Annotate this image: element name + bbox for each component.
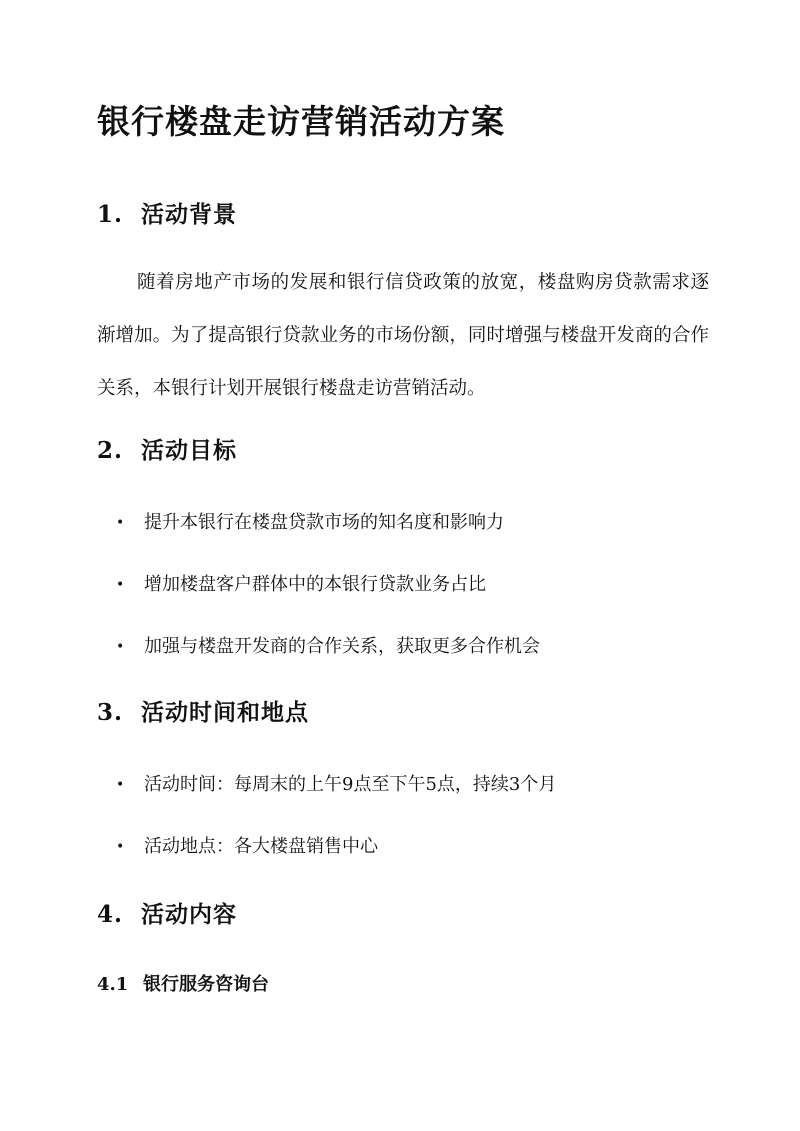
section-title: 活动目标 [141,437,237,464]
list-item [116,570,486,596]
list-item [116,508,504,534]
bullet-icon: • [116,839,125,855]
section-number: 1. [97,201,124,228]
list-item [116,832,378,858]
section-title: 活动背景 [141,201,237,228]
list-item [116,632,540,658]
list-item-text: 加强与楼盘开发商的合作关系，获取更多合作机会 [144,636,540,657]
section-title: 活动内容 [141,901,237,928]
section-paragraph-background: 随着房地产市场的发展和银行信贷政策的放宽，楼盘购房贷款需求逐渐增加。为了提高银行贷款业务的市场份额，同时增强与楼盘开发商的合作关系，本银行计划开展银行楼盘走访营销活动。 [97,272,709,399]
section-heading-4 [97,896,237,929]
list-item-text: 活动地点：各大楼盘销售中心 [144,836,378,857]
section-number: 2. [97,437,124,464]
section-title: 活动时间和地点 [141,699,309,726]
section-number: 4. [97,901,124,928]
section-heading-3 [97,694,309,727]
subsection-title: 银行服务咨询台 [143,974,269,995]
subsection-heading-4-1 [97,970,269,996]
page-title: 银行楼盘走访营销活动方案 [97,102,505,141]
subsection-number: 4.1 [97,974,129,995]
list-item-text: 提升本银行在楼盘贷款市场的知名度和影响力 [144,512,504,533]
list-item-text: 增加楼盘客户群体中的本银行贷款业务占比 [144,574,486,595]
bullet-icon: • [116,777,125,793]
bullet-icon: • [116,577,125,593]
list-item [116,770,556,796]
bullet-icon: • [116,515,125,531]
section-heading-1 [97,196,237,229]
bullet-icon: • [116,639,125,655]
section-number: 3. [97,699,124,726]
list-item-text: 活动时间：每周末的上午9点至下午5点，持续3个月 [144,774,557,795]
section-heading-2 [97,432,237,465]
